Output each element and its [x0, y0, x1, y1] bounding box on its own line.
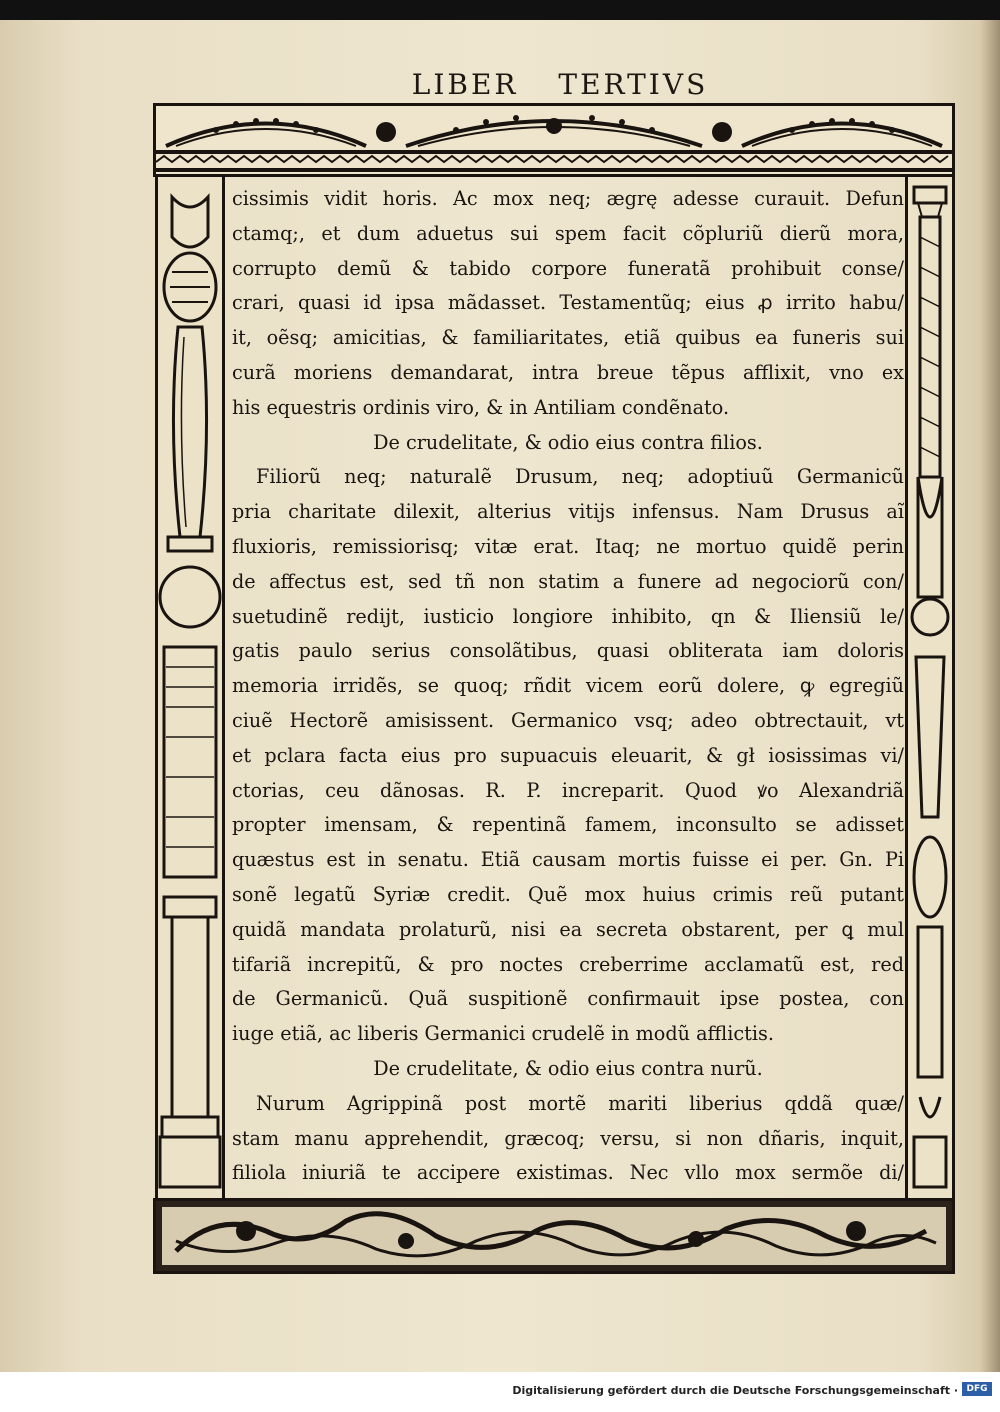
section-heading: De crudelitate, & odio eius contra nurũ. [373, 1056, 763, 1080]
running-head [0, 68, 1000, 101]
text-line: propter imensam, & repentinã famem, inconsulto se adisset [232, 813, 904, 837]
running-head-right: TERTIVS [558, 68, 709, 101]
text-line: tifariã increpitũ, & pro noctes creberrime acclamatũ est, red [232, 952, 904, 976]
text-line: ctamq;, et dum aduetus sui spem facit cõpluriũ dierũ mora, [232, 221, 904, 245]
scan-top-border [0, 0, 1000, 20]
text-line: et pclara facta eius pro supuacuis eleuarit, & gł iosissimas vi/ [232, 743, 904, 767]
text-line: memoria irridẽs, se quoq; rñdit vicem eorũ dolere, ꝙ egregiũ [232, 674, 904, 698]
paragraph-first-line: Nurum Agrippinã post mortẽ mariti liberius qddã quæ/ [256, 1091, 904, 1115]
text-line: suetudinẽ redijt, iusticio longiore inhibito, qn & Iliensiũ le/ [232, 604, 904, 628]
text-line: curã moriens demandarat, intra breue tẽpus afflixit, vno ex [232, 360, 904, 384]
text-line: sonẽ legatũ Syriæ credit. Quẽ mox huius crimis reũ putant [232, 882, 904, 906]
text-line: gatis paulo serius consolãtibus, quasi obliterata iam doloris [232, 639, 904, 663]
text-line: his equestris ordinis viro, & in Antiliam condẽnato. [232, 395, 730, 419]
text-line: crari, quasi id ipsa mãdasset. Testamentũq; eius ꝓ irrito habu/ [232, 291, 904, 315]
text-line: cissimis vidit horis. Ac mox neq; ægrę adesse curauit. Defun [232, 187, 904, 210]
dfg-logo: DFG [962, 1382, 992, 1396]
paragraph-first-line: Filiorũ neq; naturalẽ Drusum, neq; adoptiuũ Germanicũ [256, 465, 904, 489]
text-line: stam manu apprehendit, græcoq; versu, si non dñaris, inquit, [232, 1126, 904, 1150]
woodcut-left-column [155, 177, 225, 1198]
running-head-left: LIBER [411, 68, 519, 101]
section-heading: De crudelitate, & odio eius contra filios. [373, 430, 763, 454]
text-line: quæstus est in senatu. Etiã causam mortis fuisse ei per. Gn. Pi [232, 848, 904, 872]
woodcut-top-border [153, 103, 955, 177]
page-gutter-shadow [980, 20, 1000, 1372]
funding-credit: Digitalisierung gefördert durch die Deutsche Forschungsgemeinschaft · [512, 1384, 958, 1397]
page-body-text [232, 182, 904, 1191]
digitization-footer [0, 1372, 1000, 1412]
text-line: it, oẽsq; amicitias, & familiaritates, etiã quibus ea funeris sui [232, 326, 904, 350]
text-line: de Germanicũ. Quã suspitionẽ confirmauit ipse postea, con [232, 987, 904, 1011]
text-line: pria charitate dilexit, alterius vitijs infensus. Nam Drusus aĩ [232, 500, 904, 524]
text-line: iuge etiã, ac liberis Germanici crudelẽ in modũ afflictis. [232, 1022, 774, 1046]
text-line: ctorias, ceu dãnosas. R. P. increparit. Quod ꝟo Alexandriã [232, 778, 904, 802]
woodcut-bottom-border [153, 1198, 955, 1274]
text-line: corrupto demũ & tabido corpore funeratã prohibuit conse/ [232, 256, 904, 280]
text-line: filiola iniuriã te accipere existimas. Nec vllo mox sermõe di/ [232, 1161, 904, 1185]
text-line: fluxioris, remissiorisq; vitæ erat. Itaq; ne mortuo quidẽ perin [232, 534, 904, 558]
woodcut-right-column [905, 177, 955, 1198]
text-line: ciuẽ Hectorẽ amisissent. Germanico vsq; adeo obtrectauit, vt [232, 708, 904, 732]
text-line: quidã mandata prolaturũ, nisi ea secreta obstarent, per ꝗ mul [232, 917, 904, 941]
text-line: de affectus est, sed tñ non statim a funere ad negociorũ con/ [232, 569, 904, 593]
